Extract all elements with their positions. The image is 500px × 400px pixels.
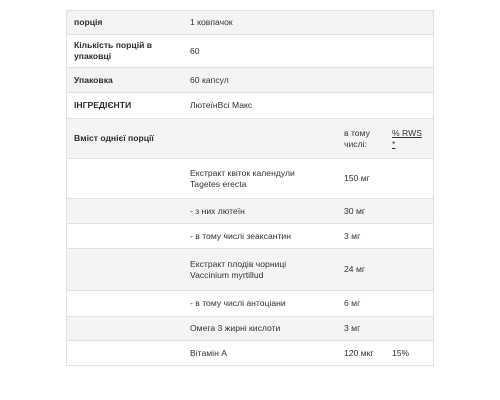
ingredient-amount: 24 мг <box>344 264 365 274</box>
value-package: 60 капсул <box>190 74 229 85</box>
ingredient-name: - в тому числі антоціани <box>190 298 286 308</box>
ingredient-name-cell <box>183 159 337 198</box>
rws-header-text: % RWS <box>392 127 422 138</box>
ingredient-amount: 3 мг <box>344 323 361 333</box>
ingredient-rws: 15% <box>392 347 410 358</box>
ingredient-name: Вітамін А <box>190 347 227 358</box>
ingredient-rws <box>392 224 433 248</box>
row-servings-count <box>67 35 433 68</box>
label-package: Упаковка <box>74 74 113 85</box>
ingredient-name-cell <box>183 249 337 290</box>
ingredient-amount: 30 мг <box>344 205 365 216</box>
ingredient-name: Екстракт квіток календули <box>190 167 295 178</box>
table-row <box>67 249 433 291</box>
rws-header-mark: * <box>392 138 396 149</box>
label-serving-content: Вміст однієї порції <box>74 133 154 143</box>
ingredient-rws <box>392 199 433 223</box>
row-serving-header <box>67 119 433 159</box>
row-package <box>67 68 433 93</box>
row-ingredients <box>67 93 433 119</box>
amount-header: в тому числі: <box>344 127 370 149</box>
ingredient-rws <box>392 291 433 316</box>
value-serving: 1 ковпачок <box>190 17 233 27</box>
row-serving <box>67 11 433 35</box>
ingredient-amount: 3 мг <box>344 230 361 241</box>
table-row <box>67 224 433 249</box>
ingredient-latin: Tagetes erecta <box>190 178 247 189</box>
table-row <box>67 199 433 224</box>
empty-cell <box>183 119 337 158</box>
value-servings-count: 60 <box>190 45 200 56</box>
ingredient-rws <box>392 249 433 290</box>
ingredient-rws <box>392 317 433 340</box>
ingredient-latin: Vaccinium myrtillud <box>190 269 264 280</box>
ingredient-rws <box>392 159 433 198</box>
ingredient-name: - в тому числі зеаксантин <box>190 230 291 241</box>
ingredient-name: Омега 3 жирні кислоти <box>190 323 281 333</box>
label-servings-count: Кількість порцій в упаковці <box>74 40 153 61</box>
ingredient-amount: 120 мкг <box>344 347 374 358</box>
ingredient-amount: 6 мг <box>344 298 361 308</box>
value-ingredients: ЛютеїнВсі Макс <box>190 100 253 110</box>
label-ingredients: ІНГРЕДІЄНТИ <box>74 100 132 110</box>
table-row <box>67 291 433 317</box>
table-row <box>67 159 433 199</box>
ingredient-name: - з них лютеїн <box>190 205 245 216</box>
table-row <box>67 317 433 341</box>
ingredient-name: Екстракт плодів чорниці <box>190 258 287 269</box>
rws-header <box>392 119 433 158</box>
supplement-facts-table <box>66 10 434 366</box>
table-row <box>67 341 433 365</box>
ingredient-amount: 150 мг <box>344 173 370 183</box>
label-serving: порція <box>74 17 103 27</box>
